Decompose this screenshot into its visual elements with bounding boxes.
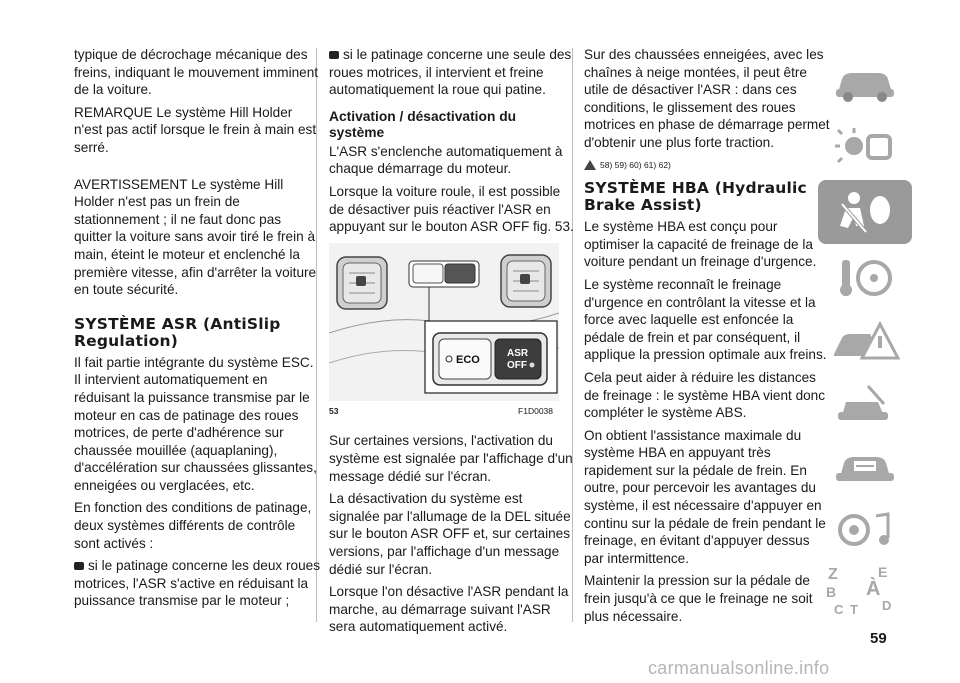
eco-button-label: ECO — [456, 353, 480, 366]
asr-button-label: ASR — [507, 347, 529, 359]
steering-key-icon[interactable] — [822, 249, 908, 307]
paragraph: Il fait partie intégrante du système ESC. Il intervient automatiquement en réduisant la puissance transmise par le moteur en cas de patinage des roues motrices, de perte d'adhérence sur chaussée mouillée (aquaplaning), d'accélération sur chaussées glissantes, enneigées ou verglacées, etc. — [74, 354, 317, 493]
car-icon[interactable] — [822, 54, 908, 112]
bullet-item: si le patinage concerne une seule des roues motrices, il intervient et freine automatiquement la roue qui patine. — [329, 47, 572, 98]
warning-triangle-icon — [584, 160, 596, 170]
wrench-car-icon[interactable] — [822, 375, 908, 433]
car-data-icon[interactable] — [822, 438, 908, 496]
figure-code: F1D0038 — [518, 405, 553, 416]
dashboard-lights-icon[interactable] — [822, 117, 908, 175]
remark-paragraph: REMARQUE Le système Hill Holder n'est pas actif lorsque le frein à main est serré. — [74, 104, 317, 155]
paragraph: En fonction des conditions de patinage, deux systèmes différents de contrôle sont activés : — [74, 500, 312, 551]
paragraph: Sur des chaussées enneigées, avec les chaînes à neige montées, il peut être utile de désactiver l'ASR : dans ces conditions, le glissement des roues motrices en phase de démarrage permet d'obtenir une plus forte traction. — [584, 47, 830, 150]
bullet-icon — [329, 51, 339, 59]
paragraph: Maintenir la pression sur la pédale de frein jusqu'à ce que le freinage ne soit plus nécessaire. — [584, 573, 813, 624]
alphabet-index-icon[interactable]: Z E B À C T D — [826, 564, 892, 617]
music-navigation-icon[interactable] — [822, 501, 908, 559]
warning-triangle-car-icon[interactable] — [822, 312, 908, 370]
chapter-sidebar — [822, 54, 934, 627]
asr-off-label: OFF — [507, 359, 527, 371]
figure-number: 53 — [329, 405, 339, 416]
paragraph: Sur certaines versions, l'activation du système est signalée par l'affichage d'un message dédié sur l'écran. — [329, 433, 573, 484]
paragraph: On obtient l'assistance maximale du système HBA en appuyant très rapidement sur la pédale de frein. En outre, pour percevoir les avantages du système, il est nécessaire d'appuyer en continu sur la pédale de frein pendant le freinage, en évitant d'appuyer dessus par intermittence. — [584, 427, 826, 566]
paragraph: Le système HBA est conçu pour optimiser la capacité de freinage de la voiture pendant un freinage d'urgence. — [584, 219, 817, 270]
bullet-item: si le patinage concerne les deux roues motrices, l'ASR s'active en réduisant la puissance transmise par le moteur ; — [74, 558, 320, 609]
paragraph: Le système reconnaît le freinage d'urgence en contrôlant la vitesse et la force avec laquelle est enfoncée la pédale de frein et par conséquent, il applique la pression optimale aux freins. — [584, 276, 827, 363]
section-heading-asr: SYSTÈME ASR (AntiSlip Regulation) — [74, 314, 281, 350]
paragraph: Cela peut aider à réduire les distances de freinage : le système HBA vient donc compléter le système ABS. — [584, 369, 826, 421]
warning-paragraph: AVERTISSEMENT Le système Hill Holder n'est pas un frein de stationnement ; il ne faut donc pas quitter la voiture sans avoir tiré le frein à main, éteint le moteur et enclenché la première vitesse, afin d'arrêter la voiture en toute sécurité. — [74, 176, 317, 298]
paragraph: L'ASR s'enclenche automatiquement à chaque démarrage du moteur. — [329, 143, 563, 177]
bullet-icon — [74, 562, 84, 570]
dashboard-illustration — [329, 243, 559, 401]
safety-airbag-icon[interactable] — [818, 180, 912, 244]
column-3 — [584, 46, 830, 630]
watermark: carmanualsonline.info — [648, 658, 830, 678]
page-number: 59 — [870, 630, 887, 647]
figure-caption — [329, 403, 553, 421]
paragraph: Lorsque l'on désactive l'ASR pendant la marche, au démarrage suivant l'ASR sera automatiquement activé. — [329, 584, 569, 635]
column-2 — [329, 46, 575, 641]
subsection-heading-activation: Activation / désactivation du système — [329, 108, 517, 140]
paragraph: typique de décrochage mécanique des freins, indiquant le mouvement imminent de la voiture. — [74, 47, 319, 98]
section-heading-hba: SYSTÈME HBA (Hydraulic Brake Assist) — [584, 179, 807, 215]
column-1 — [74, 46, 320, 615]
paragraph: Lorsque la voiture roule, il est possible de désactiver puis réactiver l'ASR en appuyant sur le bouton ASR OFF fig. 53. — [329, 183, 574, 235]
warning-references: 58) 59) 60) 61) 62) — [584, 157, 830, 175]
figure-asr-button — [329, 243, 559, 401]
paragraph: La désactivation du système est signalée par l'allumage de la DEL située sur le bouton ASR OFF et, sur certaines versions, par l'affichage d'un message dédié sur l'écran. — [329, 491, 571, 577]
